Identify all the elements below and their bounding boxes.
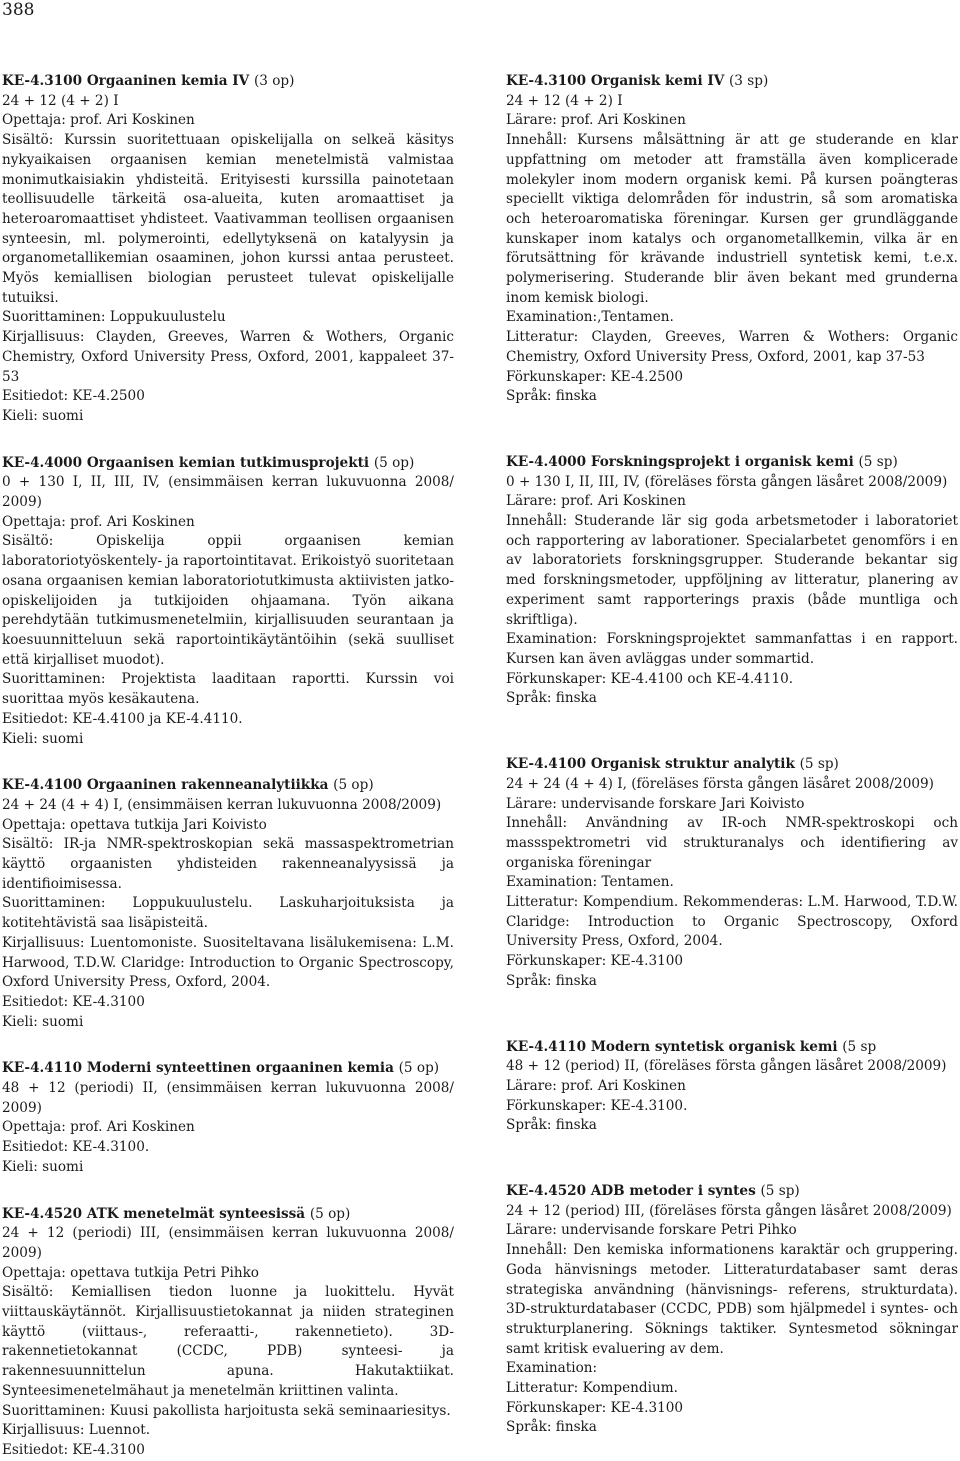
- course-entry: [2, 1205, 454, 1461]
- page-number: 388: [2, 0, 35, 20]
- course-detail-line: Sisältö: Kurssin suoritettuaan opiskelijalla on selkeä käsitys nykyaikaisen orgaanisen kemian menetelmistä valmistaa monimutkaisiakin yhdisteitä. Erityisesti kurssilla painotetaan teollisuudelle tärkeitä osa-alueita, kuten aromaattiset ja heteroaromaattiset yhdisteet. Vaativamman teollisen orgaanisen synteesin, ml. polymerointi, edellytyksenä on katalyysin ja organometallikemian osaaminen, johon kurssi antaa perusteet. Myös kemiallisen biologian perusteet tulevat opiskelijalle tutuiksi.: [2, 132, 454, 306]
- course-detail-line: Examination:: [506, 1360, 598, 1377]
- course-detail-line: Lärare: undervisande forskare Jari Koivisto: [506, 795, 805, 812]
- course-credits: (3 sp): [729, 73, 769, 89]
- course-detail-line: Kirjallisuus: Clayden, Greeves, Warren & Wothers, Organic Chemistry, Oxford University Press, Oxford, 2001, kappaleet 37-53: [2, 329, 454, 385]
- course-detail-line: 48 + 12 (periodi) II, (ensimmäisen kerran lukuvuonna 2008/ 2009): [2, 1080, 454, 1116]
- course-title: [506, 755, 958, 775]
- course-detail-line: Esitiedot: KE-4.3100: [2, 1442, 145, 1458]
- course-credits: (5 op): [398, 1060, 440, 1077]
- course-code-title: KE-4.4100 Organisk struktur analytik: [506, 756, 795, 773]
- course-detail-line: Sisältö: Kemiallisen tiedon luonne ja luokittelu. Hyvät viittauskäytännöt. Kirjallisuustietokannat ja niiden strateginen käyttö (viittaus-, referaatti-, rakennetieto). 3D-rakennetietokannat (CCDC, PDB) synteesi- ja rakennesuunnittelun apuna. Hakutaktiikat. Synteesimenetelmähaut ja menetelmän kriittinen valinta.: [2, 1284, 454, 1399]
- course-detail-line: Examination:,Tentamen.: [506, 309, 674, 326]
- course-code-title: KE-4.4110 Moderni synteettinen orgaaninen kemia: [2, 1060, 394, 1077]
- course-credits: (5 op): [373, 454, 415, 471]
- course-detail-line: Opettaja: opettava tutkija Petri Pihko: [2, 1264, 259, 1281]
- course-detail-line: Esitiedot: KE-4.3100: [2, 993, 145, 1010]
- course-detail-line: Opettaja: prof. Ari Koskinen: [2, 1119, 195, 1136]
- course-entry: [506, 453, 958, 709]
- course-code-title: KE-4.4520 ATK menetelmät synteesissä: [2, 1205, 306, 1222]
- course-credits: (5 sp): [799, 756, 839, 773]
- course-detail-line: Förkunskaper: KE-4.4100 och KE-4.4110.: [506, 670, 794, 687]
- course-entry: [506, 755, 958, 991]
- course-detail-line: Examination: Tentamen.: [506, 874, 674, 891]
- course-detail-line: Litteratur: Clayden, Greeves, Warren & Wothers: Organic Chemistry, Oxford University Press, Oxford, 2001, kap 37-53: [506, 329, 958, 365]
- course-detail-line: Språk: finska: [506, 388, 597, 405]
- course-detail-line: Kirjallisuus: Luennot.: [2, 1422, 151, 1439]
- course-detail-line: Innehåll: Studerande lär sig goda arbetsmetoder i laboratoriet och rapportering av laborationer. Specialarbetet genomförs i en av laboratoriets forskningsgrupper. Studerande bekantar sig med forskningsmetoder, uppföljning av litteratur, planering av experiment samt rapporterings praxis (både muntliga och skriftliga).: [506, 513, 958, 628]
- course-detail-line: Kirjallisuus: Luentomoniste. Suositeltavana lisälukemisena: L.M. Harwood, T.D.W. Claridge: Introduction to Organic Spectroscopy, Oxford University Press, Oxford, 2004.: [2, 934, 454, 991]
- course-code-title: KE-4.4110 Modern syntetisk organisk kemi: [506, 1038, 838, 1055]
- course-code-title: KE-4.4000 Orgaanisen kemian tutkimusprojekti: [2, 454, 370, 471]
- course-detail-line: 0 + 130 I, II, III, IV, (ensimmäisen kerran lukuvuonna 2008/ 2009): [2, 474, 454, 511]
- course-title: [2, 1059, 454, 1079]
- course-detail-line: Lärare: prof. Ari Koskinen: [506, 1077, 686, 1094]
- course-detail-line: Innehåll: Användning av IR-och NMR-spektroskopi och massspektrometri vid strukturanalys och identifiering av organiska föreningar: [506, 815, 958, 871]
- course-detail-line: Sisältö: IR-ja NMR-spektroskopian sekä massaspektrometrian käyttö orgaanisten yhdisteiden rakenneanalyysissä ja identifioimisessa.: [2, 836, 454, 892]
- course-detail-line: Suorittaminen: Loppukuulustelu. Laskuharjoituksista ja kotitehtävistä saa lisäpisteitä.: [2, 895, 454, 932]
- course-detail-line: Språk: finska: [506, 690, 597, 707]
- course-detail-line: Språk: finska: [506, 972, 597, 989]
- course-detail-line: Kieli: suomi: [2, 407, 84, 424]
- course-detail-line: Språk: finska: [506, 1117, 597, 1134]
- course-detail-line: Opettaja: prof. Ari Koskinen: [2, 513, 195, 530]
- course-detail-line: Kieli: suomi: [2, 730, 84, 747]
- course-title: [506, 72, 958, 92]
- course-credits: (5 sp): [760, 1183, 800, 1200]
- finnish-column: [2, 72, 454, 1461]
- course-title: [506, 1182, 958, 1202]
- course-title: [2, 454, 454, 474]
- course-detail-line: Språk: finska: [506, 1419, 597, 1436]
- course-detail-line: Lärare: undervisande forskare Petri Pihko: [506, 1222, 797, 1239]
- course-entry: [506, 1038, 958, 1137]
- course-detail-line: Innehåll: Den kemiska informationens karaktär och gruppering. Goda hänvisnings metoder. Litteraturdatabaser samt deras strategiska användning (hänvisnings- referens, strukturdata). 3D-strukturdatabaser (CCDC, PDB) som hjälpmedel i syntes- och strukturplanering. Söknings taktiker. Syntesmetod sökningar samt kritisk evaluering av dem.: [506, 1242, 958, 1357]
- course-credits: (5 op): [309, 1205, 351, 1222]
- course-detail-line: Opettaja: opettava tutkija Jari Koivisto: [2, 816, 267, 833]
- course-detail-line: Suorittaminen: Loppukuulustelu: [2, 309, 226, 326]
- course-code-title: KE-4.3100 Orgaaninen kemia IV: [2, 73, 250, 89]
- course-detail-line: 24 + 12 (periodi) III, (ensimmäisen kerran lukuvuonna 2008/ 2009): [2, 1225, 454, 1261]
- course-title: [2, 1205, 454, 1225]
- course-detail-line: 48 + 12 (period) II, (föreläses första gången läsåret 2008/2009): [506, 1058, 947, 1075]
- course-code-title: KE-4.4000 Forskningsprojekt i organisk kemi: [506, 453, 854, 470]
- course-title: [506, 453, 958, 473]
- course-detail-line: Esitiedot: KE-4.3100.: [2, 1139, 150, 1156]
- course-code-title: KE-4.4100 Orgaaninen rakenneanalytiikka: [2, 777, 329, 794]
- course-entry: [506, 72, 958, 407]
- course-detail-line: Suorittaminen: Projektista laaditaan raportti. Kurssin voi suorittaa myös kesäkautena.: [2, 671, 454, 708]
- course-detail-line: Litteratur: Kompendium.: [506, 1380, 678, 1397]
- course-title: [2, 776, 454, 796]
- course-detail-line: Förkunskaper: KE-4.3100.: [506, 1097, 688, 1114]
- course-credits: (3 op): [253, 73, 295, 89]
- swedish-column: [506, 72, 958, 1438]
- course-title: [506, 1038, 958, 1058]
- course-entry: [2, 454, 454, 750]
- course-detail-line: Förkunskaper: KE-4.3100: [506, 953, 684, 970]
- course-detail-line: Kieli: suomi: [2, 1013, 84, 1030]
- course-detail-line: Förkunskaper: KE-4.2500: [506, 368, 684, 385]
- course-detail-line: Esitiedot: KE-4.2500: [2, 388, 145, 405]
- course-detail-line: Innehåll: Kursens målsättning är att ge studerande en klar uppfattning om metoder att framställa även komplicerade molekyler inom modern organisk kemi. På kursen poängteras speciellt viktiga delområden för industrin, så som aromatiska och heteroaromatiska föreningar. Kursen ger grundläggande kunskaper inom katalys och organometallkemin, vilka är en förutsättning för krävande industriell syntetisk kemi, t.e.x. polymerisering. Studerande blir även bekant med grunderna inom kemisk biologi.: [506, 132, 958, 306]
- course-credits: (5 sp: [842, 1038, 877, 1055]
- course-entry: [506, 1182, 958, 1438]
- course-detail-line: Sisältö: Opiskelija oppii orgaanisen kemian laboratoriotyöskentely- ja raportointitavat. Erikoistyö suoritetaan osana orgaanisen kemian laboratoriotutkimusta aktiivisten jatko-opiskelijoiden ja tutkijoiden ohjaamana. Työn aikana perehdytään tutkimusmenetelmiin, kirjallisuuden seurantaan ja koesuunnitteluun sekä raportointikäytäntöihin (sekä suulliset että kirjalliset muodot).: [2, 533, 454, 668]
- course-entry: [2, 72, 454, 427]
- course-detail-line: Förkunskaper: KE-4.3100: [506, 1399, 684, 1416]
- course-code-title: KE-4.4520 ADB metoder i syntes: [506, 1183, 756, 1200]
- course-detail-line: 24 + 24 (4 + 4) I, (ensimmäisen kerran lukuvuonna 2008/2009): [2, 796, 442, 813]
- course-detail-line: 0 + 130 I, II, III, IV, (föreläses första gången läsåret 2008/2009): [506, 473, 948, 490]
- course-detail-line: Lärare: prof. Ari Koskinen: [506, 112, 686, 129]
- course-entry: [2, 1059, 454, 1177]
- course-detail-line: Opettaja: prof. Ari Koskinen: [2, 112, 195, 129]
- course-title: [2, 72, 454, 92]
- course-detail-line: Litteratur: Kompendium. Rekommenderas: L.M. Harwood, T.D.W. Claridge: Introduction to Organic Spectroscopy, Oxford University Press, Oxford, 2004.: [506, 894, 958, 950]
- course-detail-line: Examination: Forskningsprojektet sammanfattas i en rapport. Kursen kan även avläggas under sommartid.: [506, 631, 958, 667]
- course-detail-line: Suorittaminen: Kuusi pakollista harjoitusta sekä seminaariesitys.: [2, 1402, 451, 1419]
- course-detail-line: Lärare: prof. Ari Koskinen: [506, 493, 686, 510]
- course-detail-line: 24 + 12 (period) III, (föreläses första gången läsåret 2008/2009): [506, 1202, 952, 1219]
- course-detail-line: Esitiedot: KE-4.4100 ja KE-4.4110.: [2, 710, 243, 727]
- course-detail-line: Kieli: suomi: [2, 1158, 84, 1175]
- course-code-title: KE-4.3100 Organisk kemi IV: [506, 73, 725, 89]
- course-detail-line: 24 + 24 (4 + 4) I, (föreläses första gången läsåret 2008/2009): [506, 775, 934, 792]
- course-detail-line: 24 + 12 (4 + 2) I: [506, 92, 623, 109]
- course-credits: (5 op): [333, 777, 374, 794]
- course-detail-line: 24 + 12 (4 + 2) I: [2, 92, 119, 109]
- course-credits: (5 sp): [858, 453, 898, 470]
- course-entry: [2, 776, 454, 1032]
